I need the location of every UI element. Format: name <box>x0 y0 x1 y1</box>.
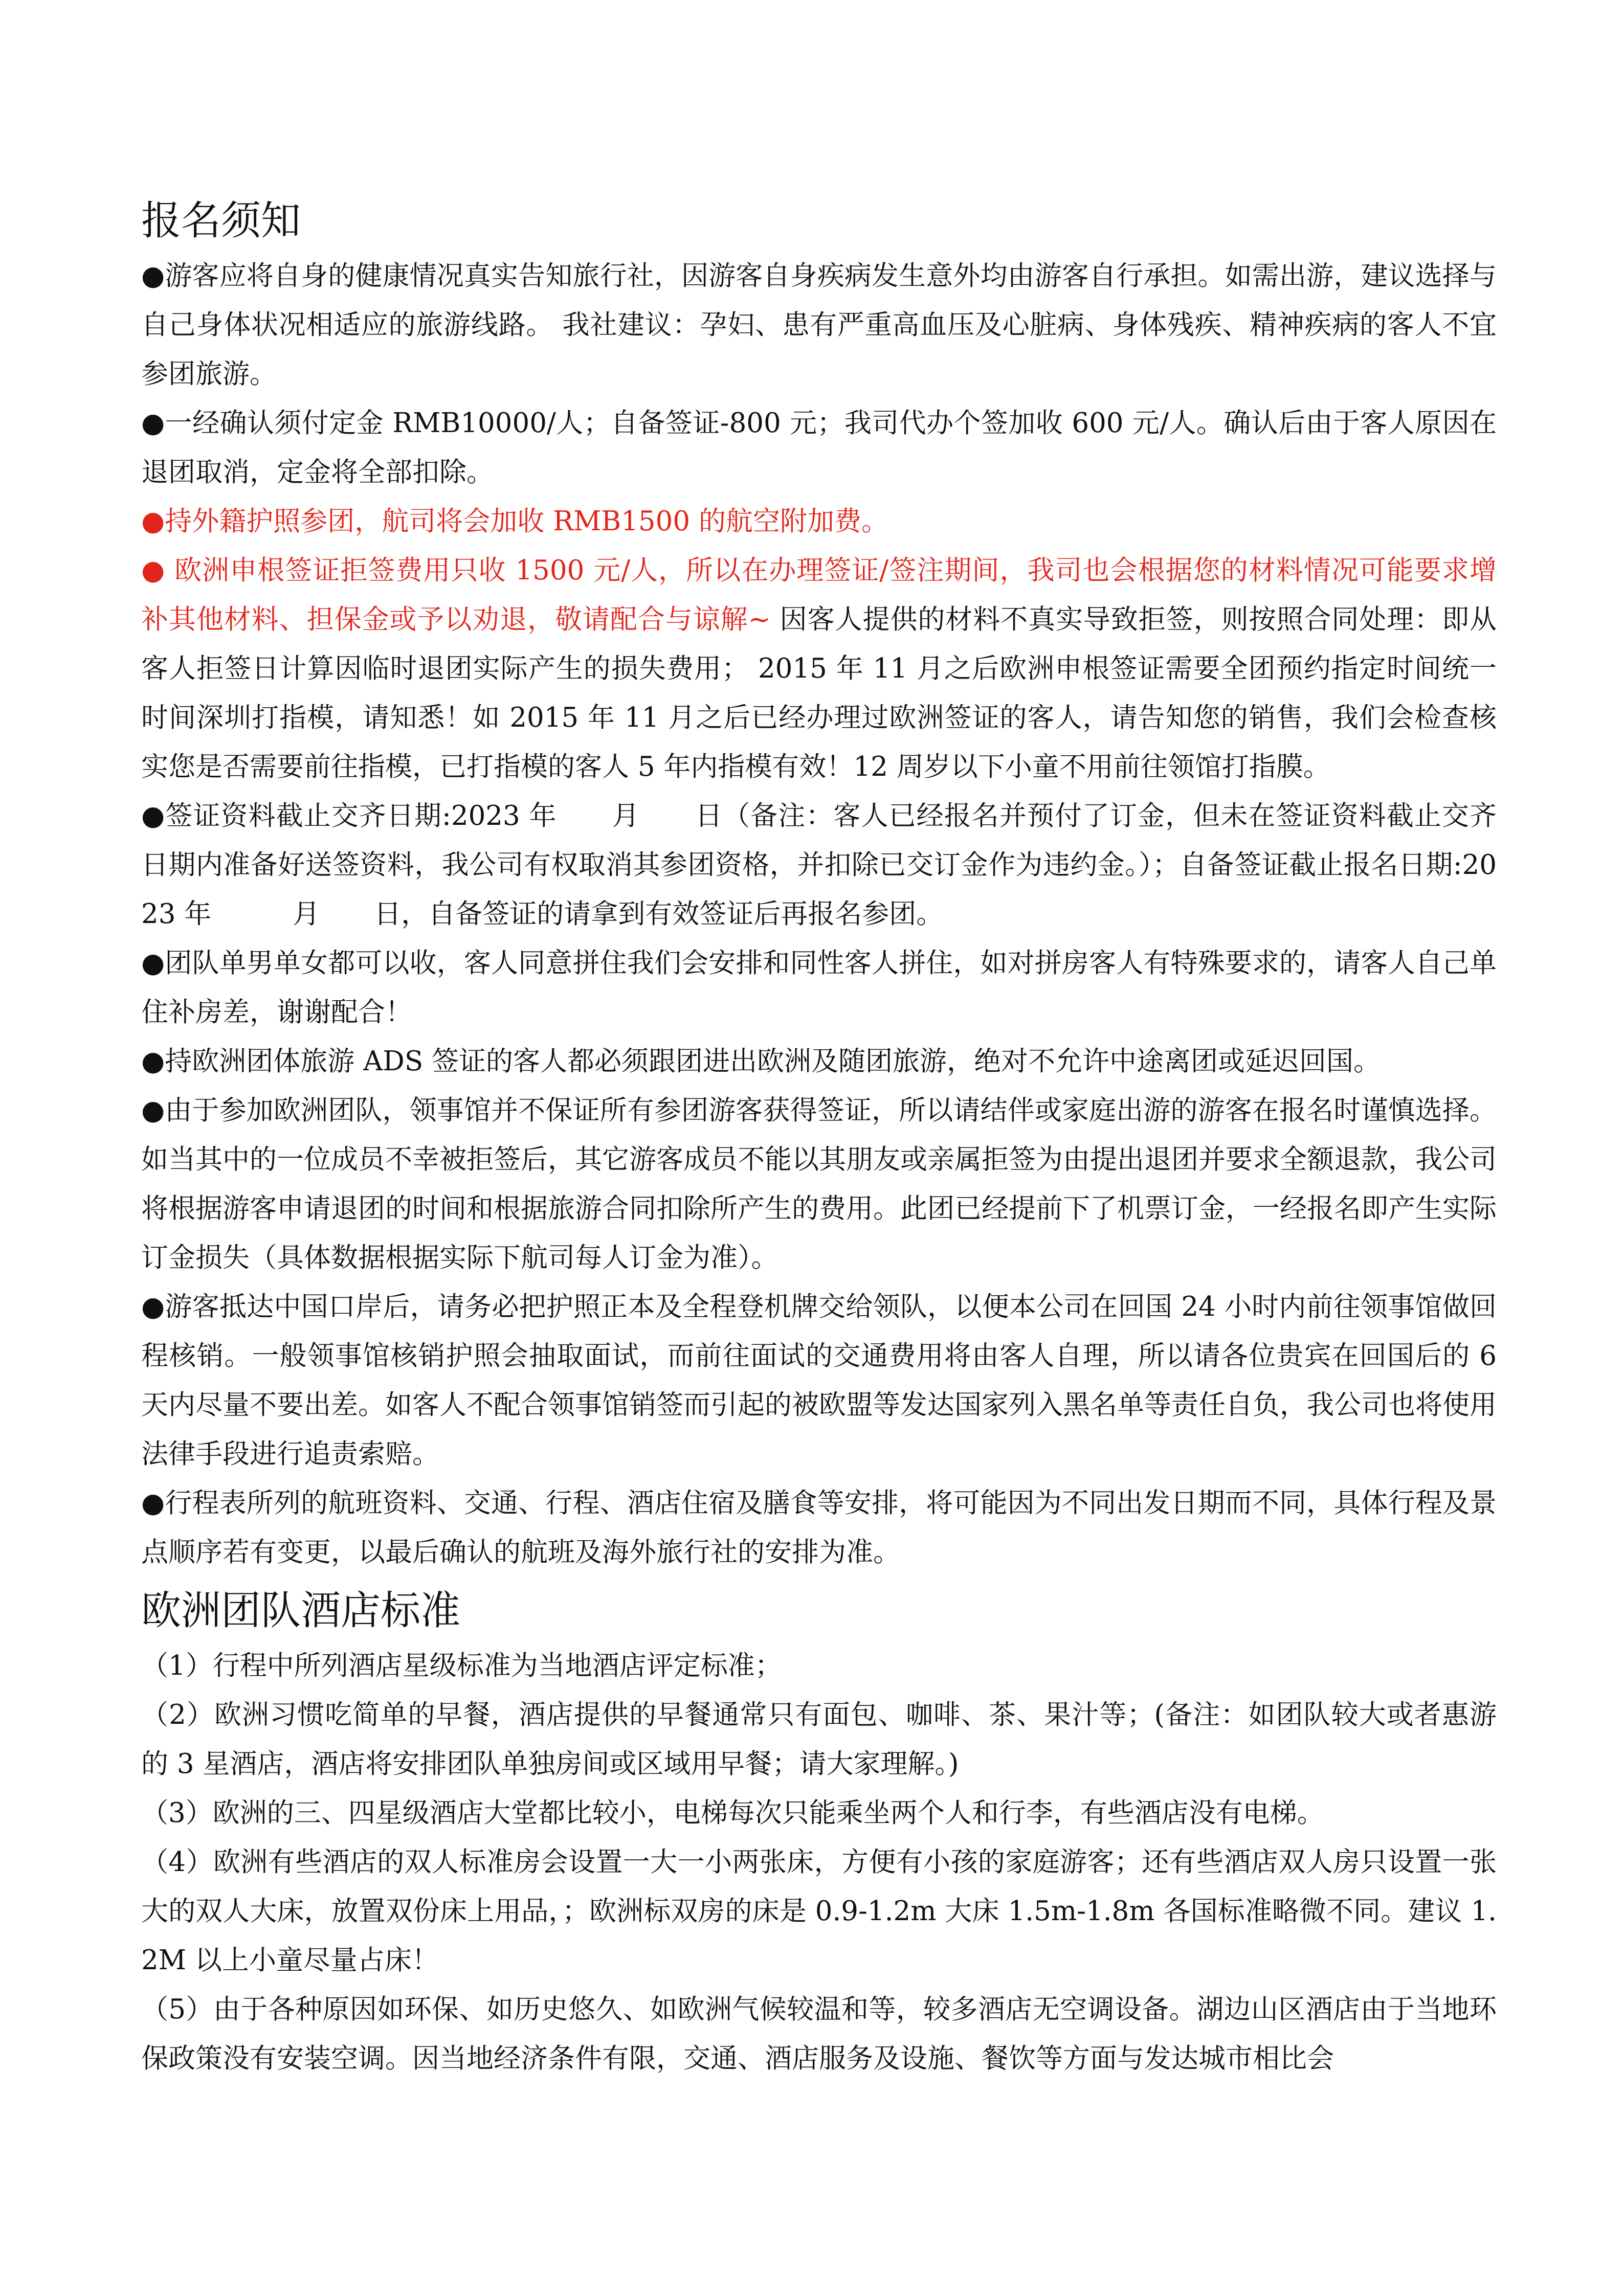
hotel-standard-1: （1）行程中所列酒店星级标准为当地酒店评定标准； <box>141 1650 782 1681</box>
notice-visa-deadline: ●签证资料截止交齐日期:2023 年 月 日（备注：客人已经报名并预付了订金，但未在签证资料截止交齐日期内准备好送签资料，我公司有权取消其参团资格，并扣除已交订金作为违约金。）；自备签证截止报名日期:2023 年 月 日，自备签证的请拿到有效签证后再报名参团。 <box>141 800 1497 930</box>
notice-visa-not-guaranteed: ●由于参加欧洲团队，领事馆并不保证所有参团游客获得签证，所以请结伴或家庭出游的游客在报名时谨慎选择。如当其中的一位成员不幸被拒签后，其它游客成员不能以其朋友或亲属拒签为由提出退团并要求全额退款，我公司将根据游客申请退团的时间和根据旅游合同扣除所产生的费用。此团已经提前下了机票订金，一经报名即产生实际订金损失（具体数据根据实际下航司每人订金为准）。 <box>141 1095 1497 1273</box>
section-title-registration: 报名须知 <box>141 198 301 244</box>
document-page <box>141 190 1497 2083</box>
notice-visa-refusal <box>141 546 1497 792</box>
notice-deposit: ●一经确认须付定金 RMB10000/人；自备签证-800 元；我司代办个签加收 600 元/人。确认后由于客人原因在退团取消，定金将全部扣除。 <box>141 408 1497 488</box>
notice-return-cancellation: ●游客抵达中国口岸后，请务必把护照正本及全程登机牌交给领队，以便本公司在回国 24 小时内前往领事馆做回程核销。一般领事馆核销护照会抽取面试，而前往面试的交通费用将由客人自理，所以请各位贵宾在回国后的 6 天内尽量不要出差。如客人不配合领事馆销签而引起的被欧盟等发达国家列入黑名单等责任自负，我公司也将使用法律手段进行追责索赔。 <box>141 1291 1497 1470</box>
notice-itinerary-changes: ●行程表所列的航班资料、交通、行程、酒店住宿及膳食等安排，将可能因为不同出发日期而不同，具体行程及景点顺序若有变更，以最后确认的航班及海外旅行社的安排为准。 <box>141 1488 1497 1568</box>
notice-visa-refusal-detail: 因客人提供的材料不真实导致拒签，则按照合同处理：即从客人拒签日计算因临时退团实际产生的损失费用； 2015 年 11 月之后欧洲申根签证需要全团预约指定时间统一时间深圳打指模，请知悉！如 2015 年 11 月之后已经办理过欧洲签证的客人，请告知您的销售，我们会检查核实您是否需要前往指模，已打指模的客人 5 年内指模有效！12 周岁以下小童不用前往领馆打指膜。 <box>141 604 1497 782</box>
hotel-standard-5: （5）由于各种原因如环保、如历史悠久、如欧洲气候较温和等，较多酒店无空调设备。湖边山区酒店由于当地环保政策没有安装空调。因当地经济条件有限，交通、酒店服务及设施、餐饮等方面与发达城市相比会 <box>141 1994 1497 2074</box>
notice-room-sharing: ●团队单男单女都可以收，客人同意拼住我们会安排和同性客人拼住，如对拼房客人有特殊要求的，请客人自己单住补房差，谢谢配合！ <box>141 948 1497 1028</box>
notice-foreign-passport: ●持外籍护照参团，航司将会加收 RMB1500 的航空附加费。 <box>141 506 888 537</box>
notice-health: ●游客应将自身的健康情况真实告知旅行社，因游客自身疾病发生意外均由游客自行承担。如需出游，建议选择与自己身体状况相适应的旅游线路。 我社建议：孕妇、患有严重高血压及心脏病、身体残疾、精神疾病的客人不宜参团旅游。 <box>141 260 1497 390</box>
hotel-standard-2: （2）欧洲习惯吃简单的早餐，酒店提供的早餐通常只有面包、咖啡、茶、果汁等；(备注：如团队较大或者惠游的 3 星酒店，酒店将安排团队单独房间或区域用早餐；请大家理解。) <box>141 1699 1497 1780</box>
notice-ads-visa: ●持欧洲团体旅游 ADS 签证的客人都必须跟团进出欧洲及随团旅游，绝对不允许中途离团或延迟回国。 <box>141 1046 1381 1077</box>
hotel-standard-3: （3）欧洲的三、四星级酒店大堂都比较小，电梯每次只能乘坐两个人和行李，有些酒店没有电梯。 <box>141 1797 1324 1829</box>
notice-visa-refusal-highlight: ● 欧洲申根签证拒签费用只收 1500 元/人，所以在办理签证/签注期间，我司也会根据您的材料情况可能要求增补其他材料、担保金或予以劝退，敬请配合与谅解~ <box>141 555 1497 635</box>
section-title-hotel-standards: 欧洲团队酒店标准 <box>141 1588 461 1634</box>
hotel-standard-4: （4）欧洲有些酒店的双人标准房会设置一大一小两张床，方便有小孩的家庭游客；还有些酒店双人房只设置一张大的双人大床，放置双份床上用品，；欧洲标双房的床是 0.9-1.2m 大床 1.5m-1.8m 各国标准略微不同。建议 1.2M 以上小童尽量占床！ <box>141 1847 1497 1976</box>
